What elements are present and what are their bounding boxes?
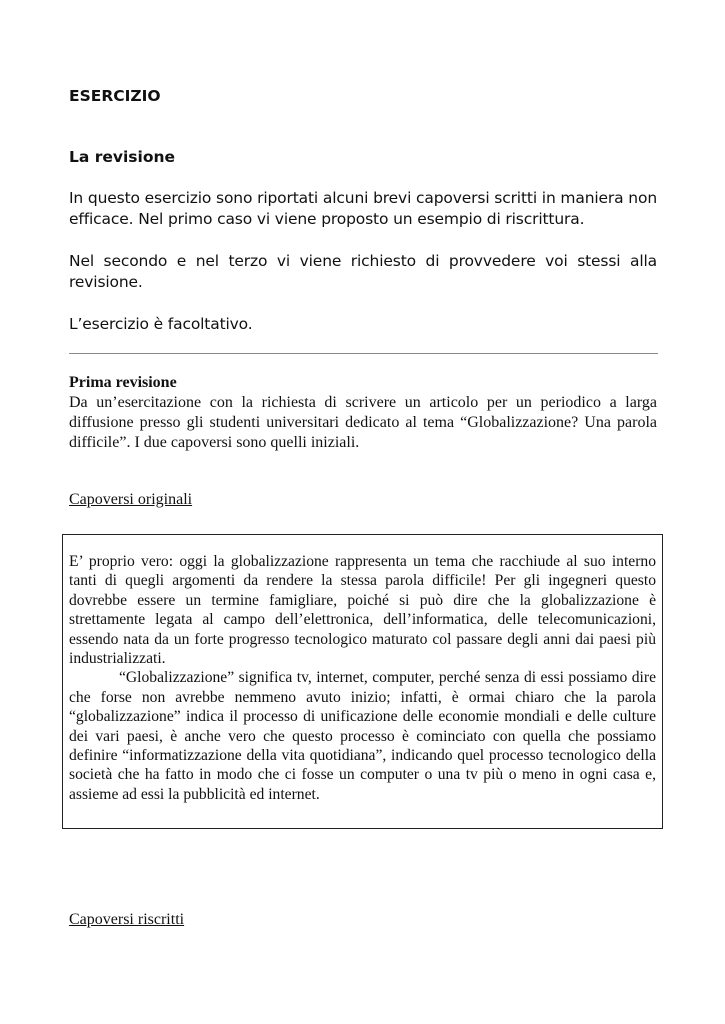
original-paragraphs-content	[69, 552, 656, 804]
exercise-title: ESERCIZIO	[69, 87, 161, 105]
original-paragraphs-label: Capoversi originali	[69, 491, 193, 508]
horizontal-divider	[69, 353, 658, 354]
intro-paragraph-1: In questo esercizio sono riportati alcuni brevi capoversi scritti in maniera non efficace. Nel primo caso vi viene proposto un esempio di riscrittura.	[69, 189, 657, 228]
rewritten-paragraphs-label: Capoversi riscritti	[69, 911, 185, 928]
original-paragraph-2: “Globalizzazione” significa tv, internet, computer, perché senza di essi possiamo dire che forse non avrebbe nemmeno avuto inizio; infatti, è ormai chiaro che la parola “globalizzazione” indica il processo di unificazione delle economie mondiali e delle culture dei vari paesi, è anche vero che questo processo è cominciato con quella che possiamo definire “informatizzazione della vita quotidiana”, indicando quel processo tecnologico della società che ha fatto in modo che ci fosse un computer o una tv più o meno in ogni casa e, assieme ad essi la pubblicità ed internet.	[69, 669, 656, 803]
original-paragraph-1: E’ proprio vero: oggi la globalizzazione rappresenta un tema che racchiude al suo interno tanti di quegli argomenti da rendere la stessa parola difficile! Per gli ingegneri questo dovrebbe essere un termine famigliare, poiché si può dire che la globalizzazione è strettamente legata al campo dell’elettronica, dell’informatica, delle telecomunicazioni, essendo nata da un forte progresso tecnologico maturato col passare degli anni dai paesi più industrializzati.	[69, 553, 656, 668]
section-subtitle: La revisione	[69, 148, 176, 166]
original-paragraphs-box	[62, 534, 663, 829]
first-revision-title: Prima revisione	[69, 374, 177, 391]
first-revision-description: Da un’esercitazione con la richiesta di scrivere un articolo per un periodico a larga diffusione presso gli studenti universitari dedicato al tema “Globalizzazione? Una parola difficile”. I due capoversi sono quelli iniziali.	[69, 394, 657, 451]
intro-paragraph-2: Nel secondo e nel terzo vi viene richiesto di provvedere voi stessi alla revisione.	[69, 252, 657, 291]
intro-paragraph-3: L’esercizio è facoltativo.	[69, 315, 253, 333]
